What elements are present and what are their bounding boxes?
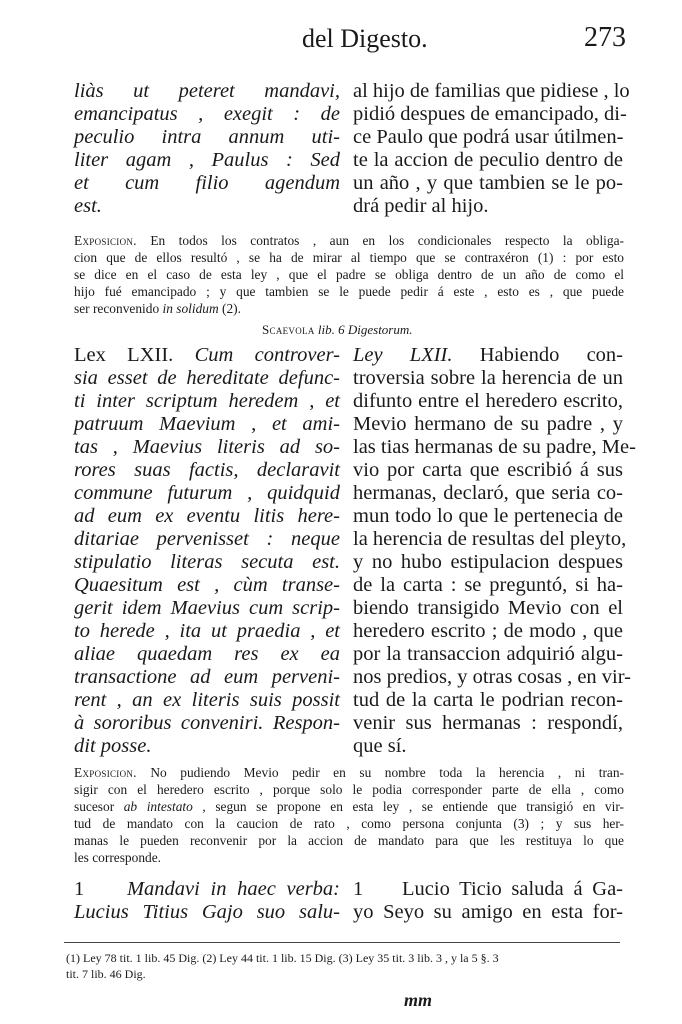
latin-line: commune futurum , quidquid bbox=[74, 482, 340, 504]
note-line: manas le pueden reconvenir por la accion de mandato para que les restituya lo que bbox=[74, 833, 624, 848]
footnotes bbox=[66, 950, 622, 982]
latin-column-lex-62 bbox=[74, 344, 340, 758]
spanish-line: tud de la carta le podrian recon- bbox=[353, 689, 623, 711]
spanish-line: al hijo de familias que pidiese , lo bbox=[353, 80, 630, 102]
note-line: ser reconvenido in solidum (2). bbox=[74, 301, 241, 316]
note-line: sigir con el heredero escrito , porque solo le podia corresponder parte de ella , como bbox=[74, 782, 624, 797]
spanish-line: yo Seyo su amigo en esta for- bbox=[353, 901, 623, 923]
spanish-line: y no hubo estipulacion despues bbox=[353, 551, 623, 573]
latin-line: tas , Maevius literis ad so- bbox=[74, 436, 340, 458]
spanish-line: troversia sobre la herencia de un bbox=[353, 367, 623, 389]
latin-line: Lucius Titius Gajo suo salu- bbox=[74, 901, 340, 923]
footnote-rule bbox=[64, 942, 620, 943]
spanish-line: difunto entre el heredero escrito, bbox=[353, 390, 623, 412]
spanish-line: biendo transigido Mevio con el bbox=[353, 597, 623, 619]
latin-line: rores suas factis, declaravit bbox=[74, 459, 340, 481]
lex-label: Lex LXII. bbox=[74, 344, 174, 366]
spanish-line: heredero escrito ; de modo , que bbox=[353, 620, 623, 642]
latin-line: patruum Maevium , et ami- bbox=[74, 413, 340, 435]
spanish-line: mun todo lo que le pertenecia de bbox=[353, 505, 623, 527]
latin-line: sia esset de hereditate defunc- bbox=[74, 367, 340, 389]
latin-line: est. bbox=[74, 195, 102, 217]
ley-label: Ley LXII. bbox=[353, 344, 453, 366]
footnote-line: tit. 7 lib. 46 Dig. bbox=[66, 967, 146, 981]
note-line: Exposicion. En todos los contratos , aun en los condicionales respecto la obliga- bbox=[74, 233, 624, 248]
source-author: Scaevola bbox=[262, 322, 315, 337]
note-line: cion que de ellos resultó , se ha de mirar al tiempo que se contraxéron (1) : por esto bbox=[74, 250, 624, 265]
signature-mark: mm bbox=[404, 990, 433, 1010]
running-head bbox=[0, 20, 682, 60]
latin-line: ditariae pervenisset : neque bbox=[74, 528, 340, 550]
latin-line: ad eum ex eventu litis here- bbox=[74, 505, 340, 527]
spanish-line: 1 Lucio Ticio saluda á Ga- bbox=[353, 878, 623, 900]
section-number: 1 bbox=[353, 878, 364, 900]
latin-line: peculio intra annum uti- bbox=[74, 126, 340, 148]
latin-line: aliae quaedam res ex ea bbox=[74, 643, 340, 665]
spanish-line: nos predios, y otras cosas , en vir- bbox=[353, 666, 631, 688]
latin-line: gerit idem Maevius cum scrip- bbox=[74, 597, 340, 619]
latin-line: Lex LXII. Cum controver- bbox=[74, 344, 340, 366]
section-number: 1 bbox=[74, 878, 85, 900]
page-number: 273 bbox=[584, 22, 626, 53]
spanish-line: hermanas, declaró, que seria co- bbox=[353, 482, 623, 504]
spanish-line: venir sus hermanas : respondí, bbox=[353, 712, 623, 734]
spanish-column-section-1 bbox=[353, 878, 623, 924]
latin-line: à sororibus conveniri. Respon- bbox=[74, 712, 340, 734]
spanish-line: pidió despues de emancipado, di- bbox=[353, 103, 627, 125]
spanish-line: drá pedir al hijo. bbox=[353, 195, 489, 217]
latin-line: liter agam , Paulus : Sed bbox=[74, 149, 340, 171]
running-title: del Digesto. bbox=[302, 24, 428, 53]
latin-line: liàs ut peteret mandavi, bbox=[74, 80, 340, 102]
footnote-line: (1) Ley 78 tit. 1 lib. 45 Dig. (2) Ley 44 tit. 1 lib. 15 Dig. (3) Ley 35 tit. 3 lib. 3 , y la 5 §. 3 bbox=[66, 951, 499, 965]
exposicion-note-1 bbox=[74, 232, 624, 317]
spanish-line: vio por carta que escribió á sus bbox=[353, 459, 623, 481]
spanish-line: ce Paulo que podrá usar útilmen- bbox=[353, 126, 624, 148]
note-line: Exposicion. No pudiendo Mevio pedir en su nombre toda la herencia , ni tran- bbox=[74, 765, 624, 780]
exposicion-label: Exposicion. bbox=[74, 765, 137, 780]
latin-line: rent , an ex literis suis possit bbox=[74, 689, 340, 711]
latin-line: emancipatus , exegit : de bbox=[74, 103, 340, 125]
latin-line: to herede , ita ut praedia , et bbox=[74, 620, 340, 642]
spanish-line: las tias hermanas de su padre, Me- bbox=[353, 436, 636, 458]
spanish-line: la herencia de resultas del pleyto, bbox=[353, 528, 627, 550]
latin-column-continued bbox=[74, 80, 340, 218]
spanish-line: por la transaccion adquirió algu- bbox=[353, 643, 623, 665]
note-line: sucesor ab intestato , segun se propone en esta ley , se entiende que transigió en vir- bbox=[74, 799, 624, 814]
latin-line: 1 Mandavi in haec verba: bbox=[74, 878, 340, 900]
spanish-line: te la accion de peculio dentro de bbox=[353, 149, 623, 171]
latin-line: transactione ad eum perveni- bbox=[74, 666, 340, 688]
note-line: hijo fué emancipado ; y que tambien se le puede pedir á este , esto es , que puede bbox=[74, 284, 624, 299]
note-line: tud de mandato con la caucion de rato , como persona conjunta (3) ; y sus her- bbox=[74, 816, 624, 831]
latin-line: stipulatio literas secuta est. bbox=[74, 551, 340, 573]
latin-column-section-1 bbox=[74, 878, 340, 924]
spanish-column-continued bbox=[353, 80, 630, 218]
note-line: les corresponde. bbox=[74, 850, 162, 865]
spanish-line: un año , y que tambien se le po- bbox=[353, 172, 623, 194]
source-reference bbox=[262, 322, 413, 338]
latin-line: et cum filio agendum bbox=[74, 172, 340, 194]
latin-line: dit posse. bbox=[74, 735, 152, 757]
exposicion-note-2 bbox=[74, 764, 624, 866]
note-line: se dice en el caso de esta ley , que el padre se obliga dentro de un año de como el bbox=[74, 267, 624, 282]
latin-line: Quaesitum est , cùm transe- bbox=[74, 574, 340, 596]
latin-line: ti inter scriptum heredem , et bbox=[74, 390, 340, 412]
source-book: lib. 6 Digestorum. bbox=[314, 322, 413, 337]
spanish-line: que sí. bbox=[353, 735, 407, 757]
exposicion-label: Exposicion. bbox=[74, 233, 137, 248]
spanish-line: Ley LXII. Habiendo con- bbox=[353, 344, 623, 366]
spanish-line: Mevio hermano de su padre , y bbox=[353, 413, 623, 435]
spanish-column-ley-62 bbox=[353, 344, 636, 758]
spanish-line: de la carta : se preguntó, si ha- bbox=[353, 574, 623, 596]
